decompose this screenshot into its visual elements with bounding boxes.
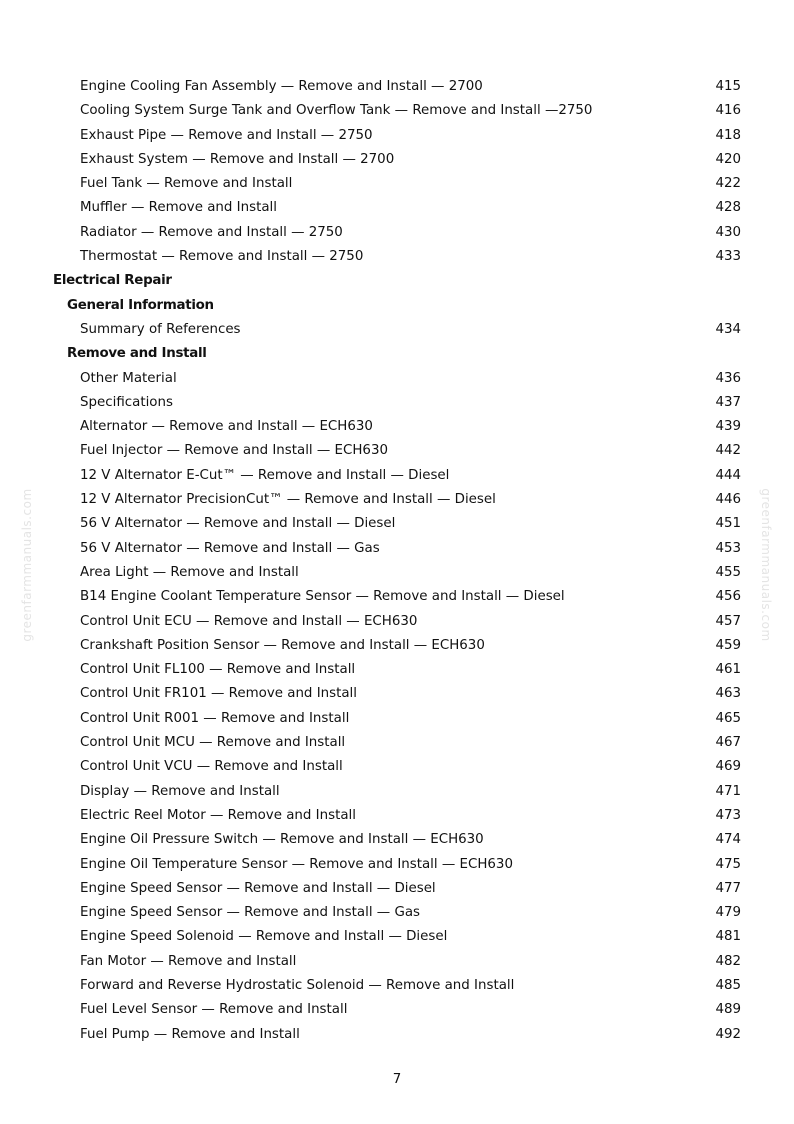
toc-entry-page: 457: [715, 613, 741, 629]
toc-entry-page: 437: [715, 394, 741, 410]
toc-entry-title: Area Light — Remove and Install: [80, 564, 299, 580]
toc-entry-title: Other Material: [80, 370, 177, 386]
toc-entry-page: 430: [715, 224, 741, 240]
toc-entry-page: 446: [715, 492, 741, 508]
toc-entry-title: Engine Cooling Fan Assembly — Remove and Install — 2700: [80, 79, 483, 94]
toc-entry-page: 459: [715, 637, 741, 653]
toc-entry[interactable]: [0, 658, 794, 682]
toc-entry-title: 12 V Alternator E-Cut™ — Remove and Install — Diesel: [80, 467, 450, 483]
toc-entry-title: Control Unit MCU — Remove and Install: [80, 735, 346, 751]
table-of-contents: [0, 75, 794, 1047]
toc-entry-page: 482: [715, 953, 741, 969]
toc-entry-page: 418: [715, 127, 741, 143]
toc-entry-page: 479: [715, 905, 741, 921]
toc-entry-title: Control Unit FL100 — Remove and Install: [80, 662, 356, 678]
toc-entry[interactable]: [0, 950, 794, 974]
toc-entry[interactable]: [0, 124, 794, 148]
toc-entry-page: 469: [715, 759, 741, 775]
toc-entry-page: 485: [715, 977, 741, 993]
toc-entry[interactable]: [0, 99, 794, 123]
toc-entry[interactable]: [0, 731, 794, 755]
toc-entry-title: Crankshaft Position Sensor — Remove and Install — ECH630: [80, 637, 485, 653]
toc-entry[interactable]: [0, 439, 794, 463]
toc-subsection-heading[interactable]: [0, 342, 794, 366]
page-number: 7: [392, 1072, 402, 1087]
toc-entry-page: 415: [715, 79, 741, 94]
toc-entry-page: 465: [715, 710, 741, 726]
toc-section-heading[interactable]: [0, 269, 794, 293]
toc-entry-page: 439: [715, 419, 741, 435]
toc-entry-title: Exhaust Pipe — Remove and Install — 2750: [80, 127, 373, 143]
toc-entry[interactable]: [0, 75, 794, 99]
watermark-right: greenfarmmanuals.com: [759, 488, 773, 642]
toc-entry-title: Alternator — Remove and Install — ECH630: [80, 419, 373, 435]
toc-entry-page: 477: [715, 880, 741, 896]
toc-entry-title: B14 Engine Coolant Temperature Sensor — Remove and Install — Diesel: [80, 589, 565, 605]
toc-entry-title: Control Unit FR101 — Remove and Install: [80, 686, 357, 702]
toc-entry-title: Electrical Repair: [53, 273, 172, 289]
toc-entry-page: 455: [715, 564, 741, 580]
toc-entry-page: 474: [715, 832, 741, 848]
toc-entry-title: Fuel Pump — Remove and Install: [80, 1026, 300, 1042]
toc-entry[interactable]: [0, 537, 794, 561]
toc-subsection-heading[interactable]: [0, 294, 794, 318]
toc-entry-page: 475: [715, 856, 741, 872]
toc-entry-page: 434: [715, 321, 741, 337]
toc-entry-page: 433: [715, 249, 741, 265]
toc-entry-page: 481: [715, 929, 741, 945]
toc-entry[interactable]: [0, 464, 794, 488]
toc-entry[interactable]: [0, 221, 794, 245]
toc-entry-page: 444: [715, 467, 741, 483]
toc-entry-title: Exhaust System — Remove and Install — 2700: [80, 151, 395, 167]
toc-entry[interactable]: [0, 585, 794, 609]
toc-entry-title: 56 V Alternator — Remove and Install — Gas: [80, 540, 380, 556]
toc-entry-title: Thermostat — Remove and Install — 2750: [80, 249, 364, 265]
toc-entry[interactable]: [0, 634, 794, 658]
toc-entry-title: Control Unit VCU — Remove and Install: [80, 759, 343, 775]
toc-entry[interactable]: [0, 318, 794, 342]
toc-entry[interactable]: [0, 901, 794, 925]
toc-entry[interactable]: [0, 828, 794, 852]
toc-entry[interactable]: [0, 974, 794, 998]
toc-entry-title: 56 V Alternator — Remove and Install — Diesel: [80, 516, 396, 532]
toc-entry-page: 489: [715, 1002, 741, 1018]
toc-entry[interactable]: [0, 682, 794, 706]
toc-entry-title: Engine Speed Sensor — Remove and Install — Diesel: [80, 880, 436, 896]
toc-entry-title: Forward and Reverse Hydrostatic Solenoid — Remove and Install: [80, 977, 515, 993]
toc-entry-page: 416: [715, 103, 741, 119]
toc-entry-page: 436: [715, 370, 741, 386]
toc-entry-page: 471: [715, 783, 741, 799]
toc-entry[interactable]: [0, 196, 794, 220]
toc-entry[interactable]: [0, 755, 794, 779]
toc-entry-page: 442: [715, 443, 741, 459]
toc-entry-title: Remove and Install: [67, 346, 207, 362]
toc-entry[interactable]: [0, 172, 794, 196]
toc-entry-title: General Information: [67, 297, 214, 313]
toc-entry-page: 467: [715, 735, 741, 751]
toc-entry[interactable]: [0, 561, 794, 585]
toc-entry-title: Control Unit ECU — Remove and Install — ECH630: [80, 613, 418, 629]
toc-entry-title: Radiator — Remove and Install — 2750: [80, 224, 343, 240]
toc-entry[interactable]: [0, 877, 794, 901]
toc-entry-title: Electric Reel Motor — Remove and Install: [80, 807, 356, 823]
toc-entry-page: 453: [715, 540, 741, 556]
toc-entry-title: Fuel Injector — Remove and Install — ECH630: [80, 443, 388, 459]
toc-entry-title: Engine Speed Solenoid — Remove and Install — Diesel: [80, 929, 448, 945]
toc-entry[interactable]: [0, 804, 794, 828]
toc-entry[interactable]: [0, 391, 794, 415]
toc-entry[interactable]: [0, 415, 794, 439]
toc-entry[interactable]: [0, 148, 794, 172]
toc-entry[interactable]: [0, 707, 794, 731]
toc-entry-page: 428: [715, 200, 741, 216]
toc-entry-page: 420: [715, 151, 741, 167]
toc-entry-page: 422: [715, 176, 741, 192]
toc-entry[interactable]: [0, 245, 794, 269]
toc-entry-title: Specifications: [80, 394, 173, 410]
toc-entry[interactable]: [0, 610, 794, 634]
watermark-left: greenfarmmanuals.com: [20, 488, 34, 642]
toc-entry-title: Engine Oil Temperature Sensor — Remove and Install — ECH630: [80, 856, 513, 872]
toc-entry-title: Engine Speed Sensor — Remove and Install — Gas: [80, 905, 421, 921]
toc-entry-title: Engine Oil Pressure Switch — Remove and Install — ECH630: [80, 832, 484, 848]
toc-entry-title: Control Unit R001 — Remove and Install: [80, 710, 350, 726]
toc-entry-page: 456: [715, 589, 741, 605]
toc-entry[interactable]: [0, 998, 794, 1022]
toc-entry-page: 461: [715, 662, 741, 678]
toc-entry[interactable]: [0, 853, 794, 877]
toc-entry-page: 451: [715, 516, 741, 532]
toc-entry-title: Muffler — Remove and Install: [80, 200, 277, 216]
toc-entry-title: Summary of References: [80, 321, 241, 337]
toc-entry-title: Fuel Level Sensor — Remove and Install: [80, 1002, 348, 1018]
toc-entry[interactable]: [0, 488, 794, 512]
toc-entry-title: Fan Motor — Remove and Install: [80, 953, 297, 969]
toc-entry-title: 12 V Alternator PrecisionCut™ — Remove and Install — Diesel: [80, 492, 496, 508]
toc-entry-page: 492: [715, 1026, 741, 1042]
toc-entry-title: Fuel Tank — Remove and Install: [80, 176, 293, 192]
toc-entry[interactable]: [0, 925, 794, 949]
toc-entry[interactable]: [0, 780, 794, 804]
toc-entry-title: Display — Remove and Install: [80, 783, 280, 799]
toc-entry-page: 463: [715, 686, 741, 702]
toc-entry[interactable]: [0, 512, 794, 536]
toc-entry-title: Cooling System Surge Tank and Overflow Tank — Remove and Install —2750: [80, 103, 593, 119]
toc-entry[interactable]: [0, 1023, 794, 1047]
toc-entry[interactable]: [0, 367, 794, 391]
toc-entry-page: 473: [715, 807, 741, 823]
